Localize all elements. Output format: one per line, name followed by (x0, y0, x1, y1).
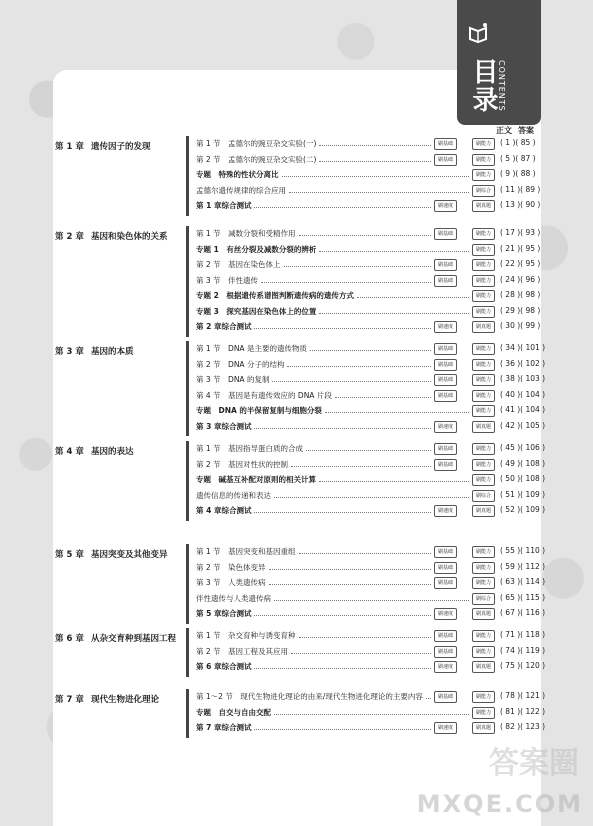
chapter-title: 基因的本质 (91, 347, 134, 357)
entry-title: 第 2 节 染色体变异 (196, 562, 266, 572)
practice-badge: 刷基础 (434, 562, 457, 574)
entry-title: 第 3 节 人类遗传病 (196, 578, 266, 587)
entry-title: 专题 1 有丝分裂及减数分裂的辨析 (196, 244, 317, 254)
toc-entry[interactable] (196, 645, 546, 660)
practice-badge: 刷基础 (434, 343, 457, 355)
toc-entry[interactable] (196, 243, 541, 258)
leader-dots (254, 668, 431, 669)
toc-entry[interactable] (196, 608, 546, 622)
leader-dots (335, 397, 431, 398)
leader-dots (319, 161, 431, 162)
leader-dots (310, 350, 431, 351)
entry-title: 第 6 章综合测试 (196, 662, 252, 671)
entry-title: 第 1 节 基因指导蛋白质的合成 (196, 444, 304, 453)
toc-entry[interactable] (196, 489, 546, 504)
practice-badge: 刷真题 (472, 722, 495, 734)
chapter-number: 第 2 章 (55, 232, 84, 242)
practice-badge: 刷能力 (472, 306, 495, 318)
practice-badge: 刷速度 (434, 608, 457, 620)
practice-badge: 刷速度 (434, 321, 457, 333)
practice-badge: 刷基础 (434, 275, 457, 287)
toc-entry[interactable] (196, 259, 541, 273)
chapter-number: 第 6 章 (55, 634, 84, 644)
toc-entry[interactable] (196, 290, 541, 304)
chapter-divider (186, 628, 189, 677)
entry-title: 第 3 节 DNA 的复制 (196, 375, 270, 384)
page-numbers: ( 55 )( 110 ) (500, 546, 546, 555)
practice-badge: 刷基础 (434, 374, 457, 386)
page-numbers: ( 40 )( 104 ) (500, 389, 546, 399)
toc-entry[interactable] (196, 343, 546, 357)
leader-dots (291, 466, 431, 467)
leader-dots (254, 615, 431, 616)
practice-badge: 刷速度 (434, 421, 457, 433)
page-numbers: ( 13 )( 90 ) (500, 200, 541, 209)
entry-title: 第 1 节 孟德尔的豌豆杂交实验(一) (196, 139, 317, 148)
practice-badge: 刷真题 (472, 608, 495, 620)
entry-title: 第 2 节 基因工程及其应用 (196, 646, 289, 656)
leader-dots (274, 497, 469, 498)
entry-title: 第 2 节 基因对性状的控制 (196, 459, 289, 469)
page-numbers: ( 45 )( 106 ) (500, 443, 546, 452)
chapter-heading (55, 445, 195, 457)
toc-entry[interactable] (196, 561, 546, 576)
practice-badge: 刷真题 (472, 421, 495, 433)
chapter-title: 现代生物进化理论 (91, 695, 160, 705)
watermark-site: MXQE.COM (416, 790, 583, 818)
toc-entry[interactable] (196, 321, 541, 335)
practice-badge: 刷基础 (434, 390, 457, 402)
chapter-number: 第 4 章 (55, 447, 84, 457)
chapter-title: 遗传因子的发现 (91, 142, 151, 152)
page-numbers: ( 42 )( 105 ) (500, 420, 546, 430)
leader-dots (299, 553, 431, 554)
leader-dots (319, 481, 469, 482)
page-title: 目录 (468, 58, 498, 114)
toc-entry[interactable] (196, 661, 546, 675)
entry-title: 第 1 节 减数分裂和受精作用 (196, 229, 296, 238)
practice-badge: 刷能力 (472, 154, 495, 166)
practice-badge: 刷能力 (472, 577, 495, 589)
chapter-number: 第 7 章 (55, 695, 84, 705)
leader-dots (272, 381, 431, 382)
practice-badge: 刷真题 (472, 661, 495, 673)
leader-dots (287, 366, 431, 367)
chapter-number: 第 3 章 (55, 347, 84, 357)
page-numbers: ( 51 )( 109 ) (500, 489, 546, 499)
leader-dots (274, 600, 469, 601)
leader-dots (289, 192, 469, 193)
toc-entry[interactable] (196, 458, 546, 473)
entry-title: 专题 3 探究基因在染色体上的位置 (196, 306, 317, 316)
entry-title: 第 1 节 基因突变和基因重组 (196, 547, 296, 556)
chapter-heading (55, 345, 195, 357)
page-numbers: ( 34 )( 101 ) (500, 343, 546, 352)
practice-badge: 刷基础 (434, 228, 457, 240)
entry-title: 孟德尔遗传规律的综合应用 (196, 185, 286, 195)
practice-badge: 刷能力 (472, 275, 495, 287)
leader-dots (254, 729, 431, 730)
toc-entry[interactable] (196, 358, 546, 373)
page-numbers: ( 38 )( 103 ) (500, 374, 546, 383)
practice-badge: 刷能力 (472, 443, 495, 455)
page-subtitle: CONTENTS (497, 60, 506, 112)
practice-badge: 刷能力 (472, 359, 495, 371)
chapter-number: 第 1 章 (55, 142, 84, 152)
leader-dots (299, 637, 431, 638)
entry-title: 第 4 节 基因是有遗传效应的 DNA 片段 (196, 390, 332, 400)
leader-dots (319, 313, 469, 314)
chapter-title: 基因的表达 (91, 447, 134, 457)
practice-badge: 刷基础 (434, 546, 457, 558)
practice-badge: 刷速度 (434, 722, 457, 734)
practice-badge: 刷基础 (434, 259, 457, 271)
practice-badge: 刷速度 (434, 505, 457, 517)
chapter-heading (55, 548, 195, 560)
leader-dots (299, 235, 431, 236)
toc-entry[interactable] (196, 577, 546, 591)
practice-badge: 刷能力 (472, 244, 495, 256)
chapter-heading (55, 693, 195, 705)
chapter-divider (186, 226, 189, 337)
page-numbers: ( 5 )( 87 ) (500, 153, 536, 163)
page-numbers: ( 9 )( 88 ) (500, 169, 536, 178)
chapter-heading (55, 140, 195, 152)
chapter-divider (186, 441, 189, 521)
practice-badge: 刷基础 (434, 138, 457, 150)
leader-dots (291, 653, 431, 654)
entry-title: 专题 碱基互补配对原则的相关计算 (196, 475, 316, 484)
page-numbers: ( 41 )( 104 ) (500, 405, 546, 414)
leader-dots (325, 412, 469, 413)
practice-badge: 刷能力 (472, 138, 495, 150)
practice-badge: 刷能力 (472, 562, 495, 574)
entry-title: 第 2 节 孟德尔的豌豆杂交实验(二) (196, 154, 317, 164)
practice-badge: 刷能力 (472, 707, 495, 719)
page-numbers: ( 24 )( 96 ) (500, 274, 541, 284)
chapter-title: 基因和染色体的关系 (91, 232, 168, 242)
entry-title: 专题 自交与自由交配 (196, 707, 271, 717)
practice-badge: 刷能力 (472, 390, 495, 402)
page-numbers: ( 30 )( 99 ) (500, 321, 541, 330)
toc-entry[interactable] (196, 305, 541, 320)
toc-entry[interactable] (196, 405, 546, 419)
page-numbers: ( 22 )( 95 ) (500, 259, 541, 268)
toc-entry[interactable] (196, 184, 541, 199)
practice-badge: 刷基础 (434, 577, 457, 589)
practice-badge: 刷能力 (472, 343, 495, 355)
page-numbers: ( 50 )( 108 ) (500, 474, 546, 483)
practice-badge: 刷真题 (472, 200, 495, 212)
toc-entry[interactable] (196, 420, 546, 435)
chapter-heading (55, 230, 195, 242)
page-numbers: ( 65 )( 115 ) (500, 592, 546, 602)
page-numbers: ( 59 )( 112 ) (500, 561, 546, 571)
practice-badge: 刷基础 (434, 691, 457, 703)
page-numbers: ( 49 )( 108 ) (500, 458, 546, 468)
entry-title: 第 1～2 节 现代生物进化理论的由来/现代生物进化理论的主要内容 (196, 692, 423, 701)
entry-title: 第 1 节 杂交育种与诱变育种 (196, 631, 296, 640)
toc-entry[interactable] (196, 505, 546, 519)
toc-entry[interactable] (196, 154, 536, 168)
practice-badge: 刷基础 (434, 154, 457, 166)
toc-entry[interactable] (196, 389, 546, 404)
entry-title: 第 3 章综合测试 (196, 421, 252, 431)
leader-dots (426, 698, 431, 699)
practice-badge: 刷能力 (472, 290, 495, 302)
leader-dots (254, 512, 431, 513)
page-numbers: ( 21 )( 95 ) (500, 243, 541, 253)
toc-entry[interactable] (196, 274, 541, 289)
practice-badge: 刷基础 (434, 646, 457, 658)
toc-entry[interactable] (196, 200, 541, 214)
toc-entry[interactable] (196, 474, 546, 488)
practice-badge: 刷能力 (472, 169, 495, 181)
entry-title: 第 2 节 基因在染色体上 (196, 260, 281, 269)
entry-title: 第 5 章综合测试 (196, 609, 252, 618)
entry-title: 专题 DNA 的半保留复制与细胞分裂 (196, 406, 322, 415)
practice-badge: 刷能力 (472, 374, 495, 386)
leader-dots (254, 428, 431, 429)
practice-badge: 刷基础 (434, 359, 457, 371)
practice-badge: 刷综合 (472, 185, 495, 197)
chapter-heading (55, 632, 195, 644)
practice-badge: 刷能力 (472, 228, 495, 240)
page-numbers: ( 36 )( 102 ) (500, 358, 546, 368)
practice-badge: 刷速度 (434, 661, 457, 673)
toc-entry[interactable] (196, 630, 546, 644)
page-numbers: ( 52 )( 109 ) (500, 505, 546, 514)
toc-entry[interactable] (196, 592, 546, 607)
leader-dots (274, 714, 469, 715)
practice-badge: 刷真题 (472, 505, 495, 517)
entry-title: 专题 2 根据遗传系谱图判断遗传病的遗传方式 (196, 291, 354, 300)
leader-dots (282, 176, 469, 177)
toc-entry[interactable] (196, 169, 536, 183)
entry-title: 第 3 节 伴性遗传 (196, 275, 259, 285)
watermark-logo: 答案圈 (489, 746, 579, 781)
page-numbers: ( 75 )( 120 ) (500, 661, 546, 670)
leader-dots (306, 450, 431, 451)
page-numbers: ( 11 )( 89 ) (500, 184, 541, 194)
entry-title: 遗传信息的传递和表达 (196, 490, 271, 500)
toc-entry[interactable] (196, 691, 546, 705)
practice-badge: 刷能力 (472, 474, 495, 486)
chapter-divider (186, 544, 189, 624)
practice-badge: 刷能力 (472, 546, 495, 558)
chapter-divider (186, 136, 189, 216)
leader-dots (261, 282, 431, 283)
page-numbers: ( 78 )( 121 ) (500, 691, 546, 700)
toc-entry[interactable] (196, 722, 546, 736)
page-numbers: ( 1 )( 85 ) (500, 138, 536, 147)
practice-badge: 刷真题 (472, 321, 495, 333)
chapter-divider (186, 341, 189, 436)
practice-badge: 刷基础 (434, 459, 457, 471)
entry-title: 第 2 章综合测试 (196, 322, 252, 331)
page-numbers: ( 81 )( 122 ) (500, 706, 546, 716)
chapter-title: 从杂交育种到基因工程 (91, 634, 177, 644)
leader-dots (254, 328, 431, 329)
entry-title: 第 7 章综合测试 (196, 723, 252, 732)
toc-entry[interactable] (196, 138, 536, 152)
practice-badge: 刷能力 (472, 646, 495, 658)
page-numbers: ( 67 )( 116 ) (500, 608, 546, 617)
page-numbers: ( 17 )( 93 ) (500, 228, 541, 237)
page-numbers: ( 82 )( 123 ) (500, 722, 546, 731)
practice-badge: 刷基础 (434, 443, 457, 455)
chapter-title: 基因突变及其他变异 (91, 550, 168, 560)
page-numbers: ( 71 )( 118 ) (500, 630, 546, 639)
column-header-main: 正文 (496, 126, 512, 135)
leader-dots (269, 569, 431, 570)
practice-badge: 刷能力 (472, 259, 495, 271)
toc-entry[interactable] (196, 443, 546, 457)
leader-dots (319, 251, 469, 252)
toc-entry[interactable] (196, 228, 541, 242)
practice-badge: 刷综合 (472, 490, 495, 502)
entry-title: 伴性遗传与人类遗传病 (196, 593, 271, 603)
page-numbers: ( 74 )( 119 ) (500, 645, 546, 655)
page-numbers: ( 63 )( 114 ) (500, 577, 546, 586)
practice-badge: 刷速度 (434, 200, 457, 212)
page-numbers: ( 28 )( 98 ) (500, 290, 541, 299)
practice-badge: 刷综合 (472, 593, 495, 605)
entry-title: 专题 特殊的性状分离比 (196, 170, 279, 179)
practice-badge: 刷能力 (472, 630, 495, 642)
toc-entry[interactable] (196, 546, 546, 560)
toc-entry[interactable] (196, 706, 546, 721)
leader-dots (319, 145, 431, 146)
contents-tab (457, 0, 541, 125)
practice-badge: 刷能力 (472, 691, 495, 703)
entry-title: 第 1 节 DNA 是主要的遗传物质 (196, 344, 307, 353)
entry-title: 第 1 章综合测试 (196, 201, 252, 210)
leader-dots (254, 207, 431, 208)
entry-title: 第 2 节 DNA 分子的结构 (196, 359, 285, 369)
chapter-divider (186, 689, 189, 738)
column-header-answer: 答案 (518, 126, 534, 135)
page-numbers: ( 29 )( 98 ) (500, 305, 541, 315)
practice-badge: 刷能力 (472, 459, 495, 471)
book-icon (467, 22, 489, 44)
chapter-number: 第 5 章 (55, 550, 84, 560)
leader-dots (284, 266, 431, 267)
leader-dots (357, 297, 469, 298)
practice-badge: 刷基础 (434, 630, 457, 642)
leader-dots (269, 584, 431, 585)
toc-entry[interactable] (196, 374, 546, 388)
entry-title: 第 4 章综合测试 (196, 506, 252, 515)
practice-badge: 刷能力 (472, 405, 495, 417)
